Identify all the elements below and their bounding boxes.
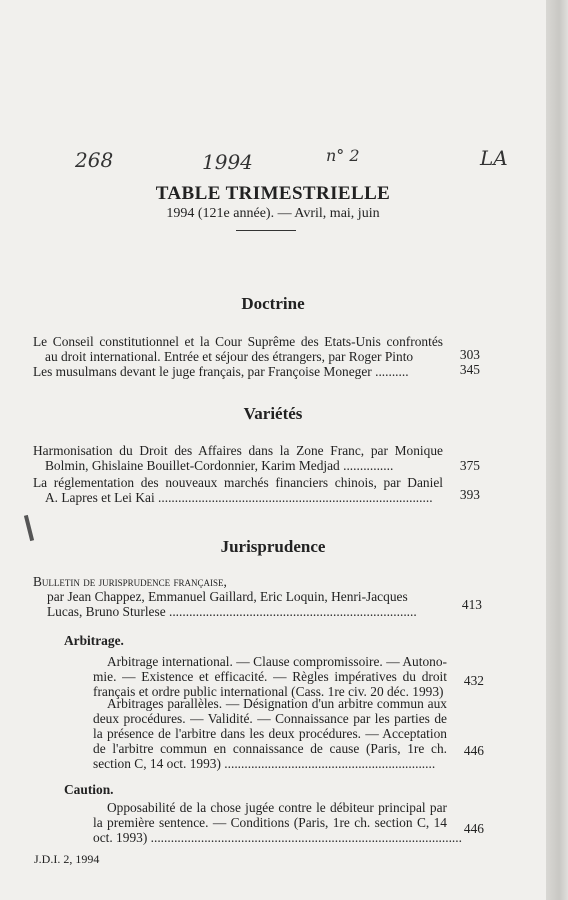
section-heading-jurisprudence: Jurisprudence [220,537,326,556]
page-number: 446 [463,821,484,836]
page-number: 393 [459,487,480,502]
book-gutter [546,0,568,900]
section-heading-doctrine: Doctrine [241,294,305,313]
title-rule [236,230,296,231]
page-number: 345 [459,362,480,377]
handwritten-issue: n° 2 [326,146,360,165]
toc-entry: Bulletin de jurisprudence française, par Jean Chappez, Emmanuel Gaillard, Eric Loquin, Henri-Jacques Lucas, Bruno Sturlese .......................................................................... [33,574,417,619]
toc-entry: Les musulmans devant le juge français, par Françoise Moneger .......... [33,364,409,379]
page-number: 375 [459,458,480,473]
page-number: 413 [461,597,482,612]
toc-entry: Opposabilité de la chose jugée contre le débiteur principal par la première sentence. — Conditions (Paris, 1re ch. section C, 14 oct. 1993) ............................................................................................. [93,800,462,845]
page-number: 432 [463,673,484,688]
page-number: 446 [463,743,484,758]
handwritten-year: 1994 [202,150,253,174]
toc-entry: Harmonisation du Droit des Affaires dans la Zone Franc, par Monique Bolmin, Ghislaine Bouillet-Cordonnier, Karim Medjad ............... [33,443,443,473]
subsection-heading: Caution. [64,782,114,797]
toc-entry: Arbitrages parallèles. — Désignation d'un arbitre commun aux deux procédures. — Validité. — Connaissance par les parties de la présence de l'arbitre dans les deux procédures. — Acceptation de l'arbitre commun en connaissance de cause (Paris, 1re ch. section C, 14 oct. 1993) ............................................................... [93,696,447,771]
toc-entry: Le Conseil constitutionnel et la Cour Suprême des Etats-Unis confrontés au droit international. Entrée et séjour des étrangers, par Roger Pinto [33,334,443,364]
page-subtitle: 1994 (121e année). — Avril, mai, juin [166,206,380,221]
toc-entry: Arbitrage international. — Clause compromissoire. — Autono- mie. — Existence et efficacité. — Règles impératives du droit français et ordre public international (Cass. 1re civ. 20 déc. 1993) [93,654,447,699]
section-heading-varietes: Variétés [243,404,303,423]
handwritten-number: 268 [75,148,114,172]
page-number: 303 [459,347,480,362]
page-footer: J.D.I. 2, 1994 [34,852,100,866]
toc-entry: La réglementation des nouveaux marchés financiers chinois, par Daniel A. Lapres et Lei Kai .................................................................................. [33,475,443,505]
page-title: TABLE TRIMESTRIELLE [155,183,391,204]
handwritten-initials: LA [480,146,508,170]
subsection-heading: Arbitrage. [64,633,124,648]
